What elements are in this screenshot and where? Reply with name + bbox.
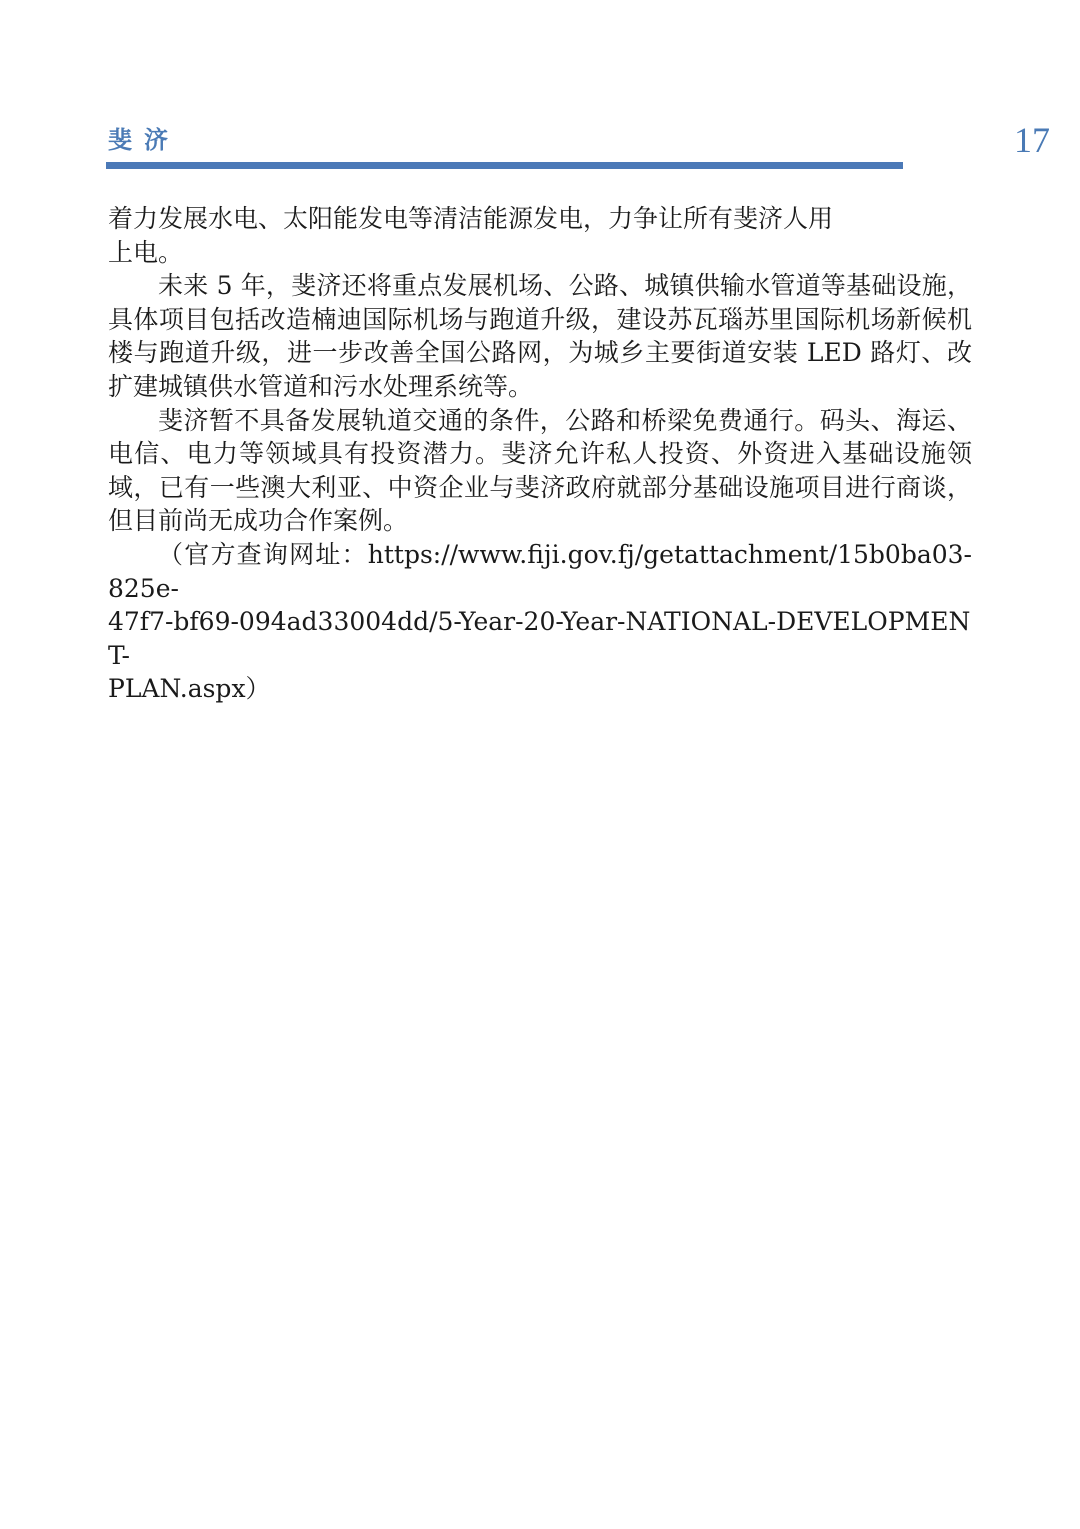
paragraph-1-line-2: 上电。 [108,237,184,267]
paragraph-3: 斐济暂不具备发展轨道交通的条件，公路和桥梁免费通行。码头、海运、电信、电力等领域具有投资潜力。斐济允许私人投资、外资进入基础设施领域，已有一些澳大利亚、中资企业与斐济政府就部分基础设施项目进行商谈，但目前尚无成功合作案例。 [108,405,972,536]
running-header-title: 斐济 [108,126,180,154]
body-text [108,202,972,706]
paragraph-4-source-url [108,538,972,605]
paragraph-2: 未来 5 年，斐济还将重点发展机场、公路、城镇供输水管道等基础设施，具体项目包括改造楠迪国际机场与跑道升级，建设苏瓦瑙苏里国际机场新候机楼与跑道升级，进一步改善全国公路网，为城乡主要街道安装 LED 路灯、改扩建城镇供水管道和污水处理系统等。 [108,271,972,401]
page-number: 17 [1014,120,1050,160]
paragraph-1-line-1: 着力发展水电、太阳能发电等清洁能源发电，力争让所有斐济人用 [108,204,834,233]
header-divider [106,162,903,169]
source-url-line-3: PLAN.aspx） [108,674,271,704]
paragraph-1 [108,202,972,269]
source-url-line-1: （官方查询网址：https://www.fiji.gov.fj/getattachment/15b0ba03-825e- [108,539,972,603]
paragraph-4-continuation [108,605,972,706]
source-url-line-2: 47f7-bf69-094ad33004dd/5-Year-20-Year-NATIONAL-DEVELOPMENT- [108,607,971,670]
